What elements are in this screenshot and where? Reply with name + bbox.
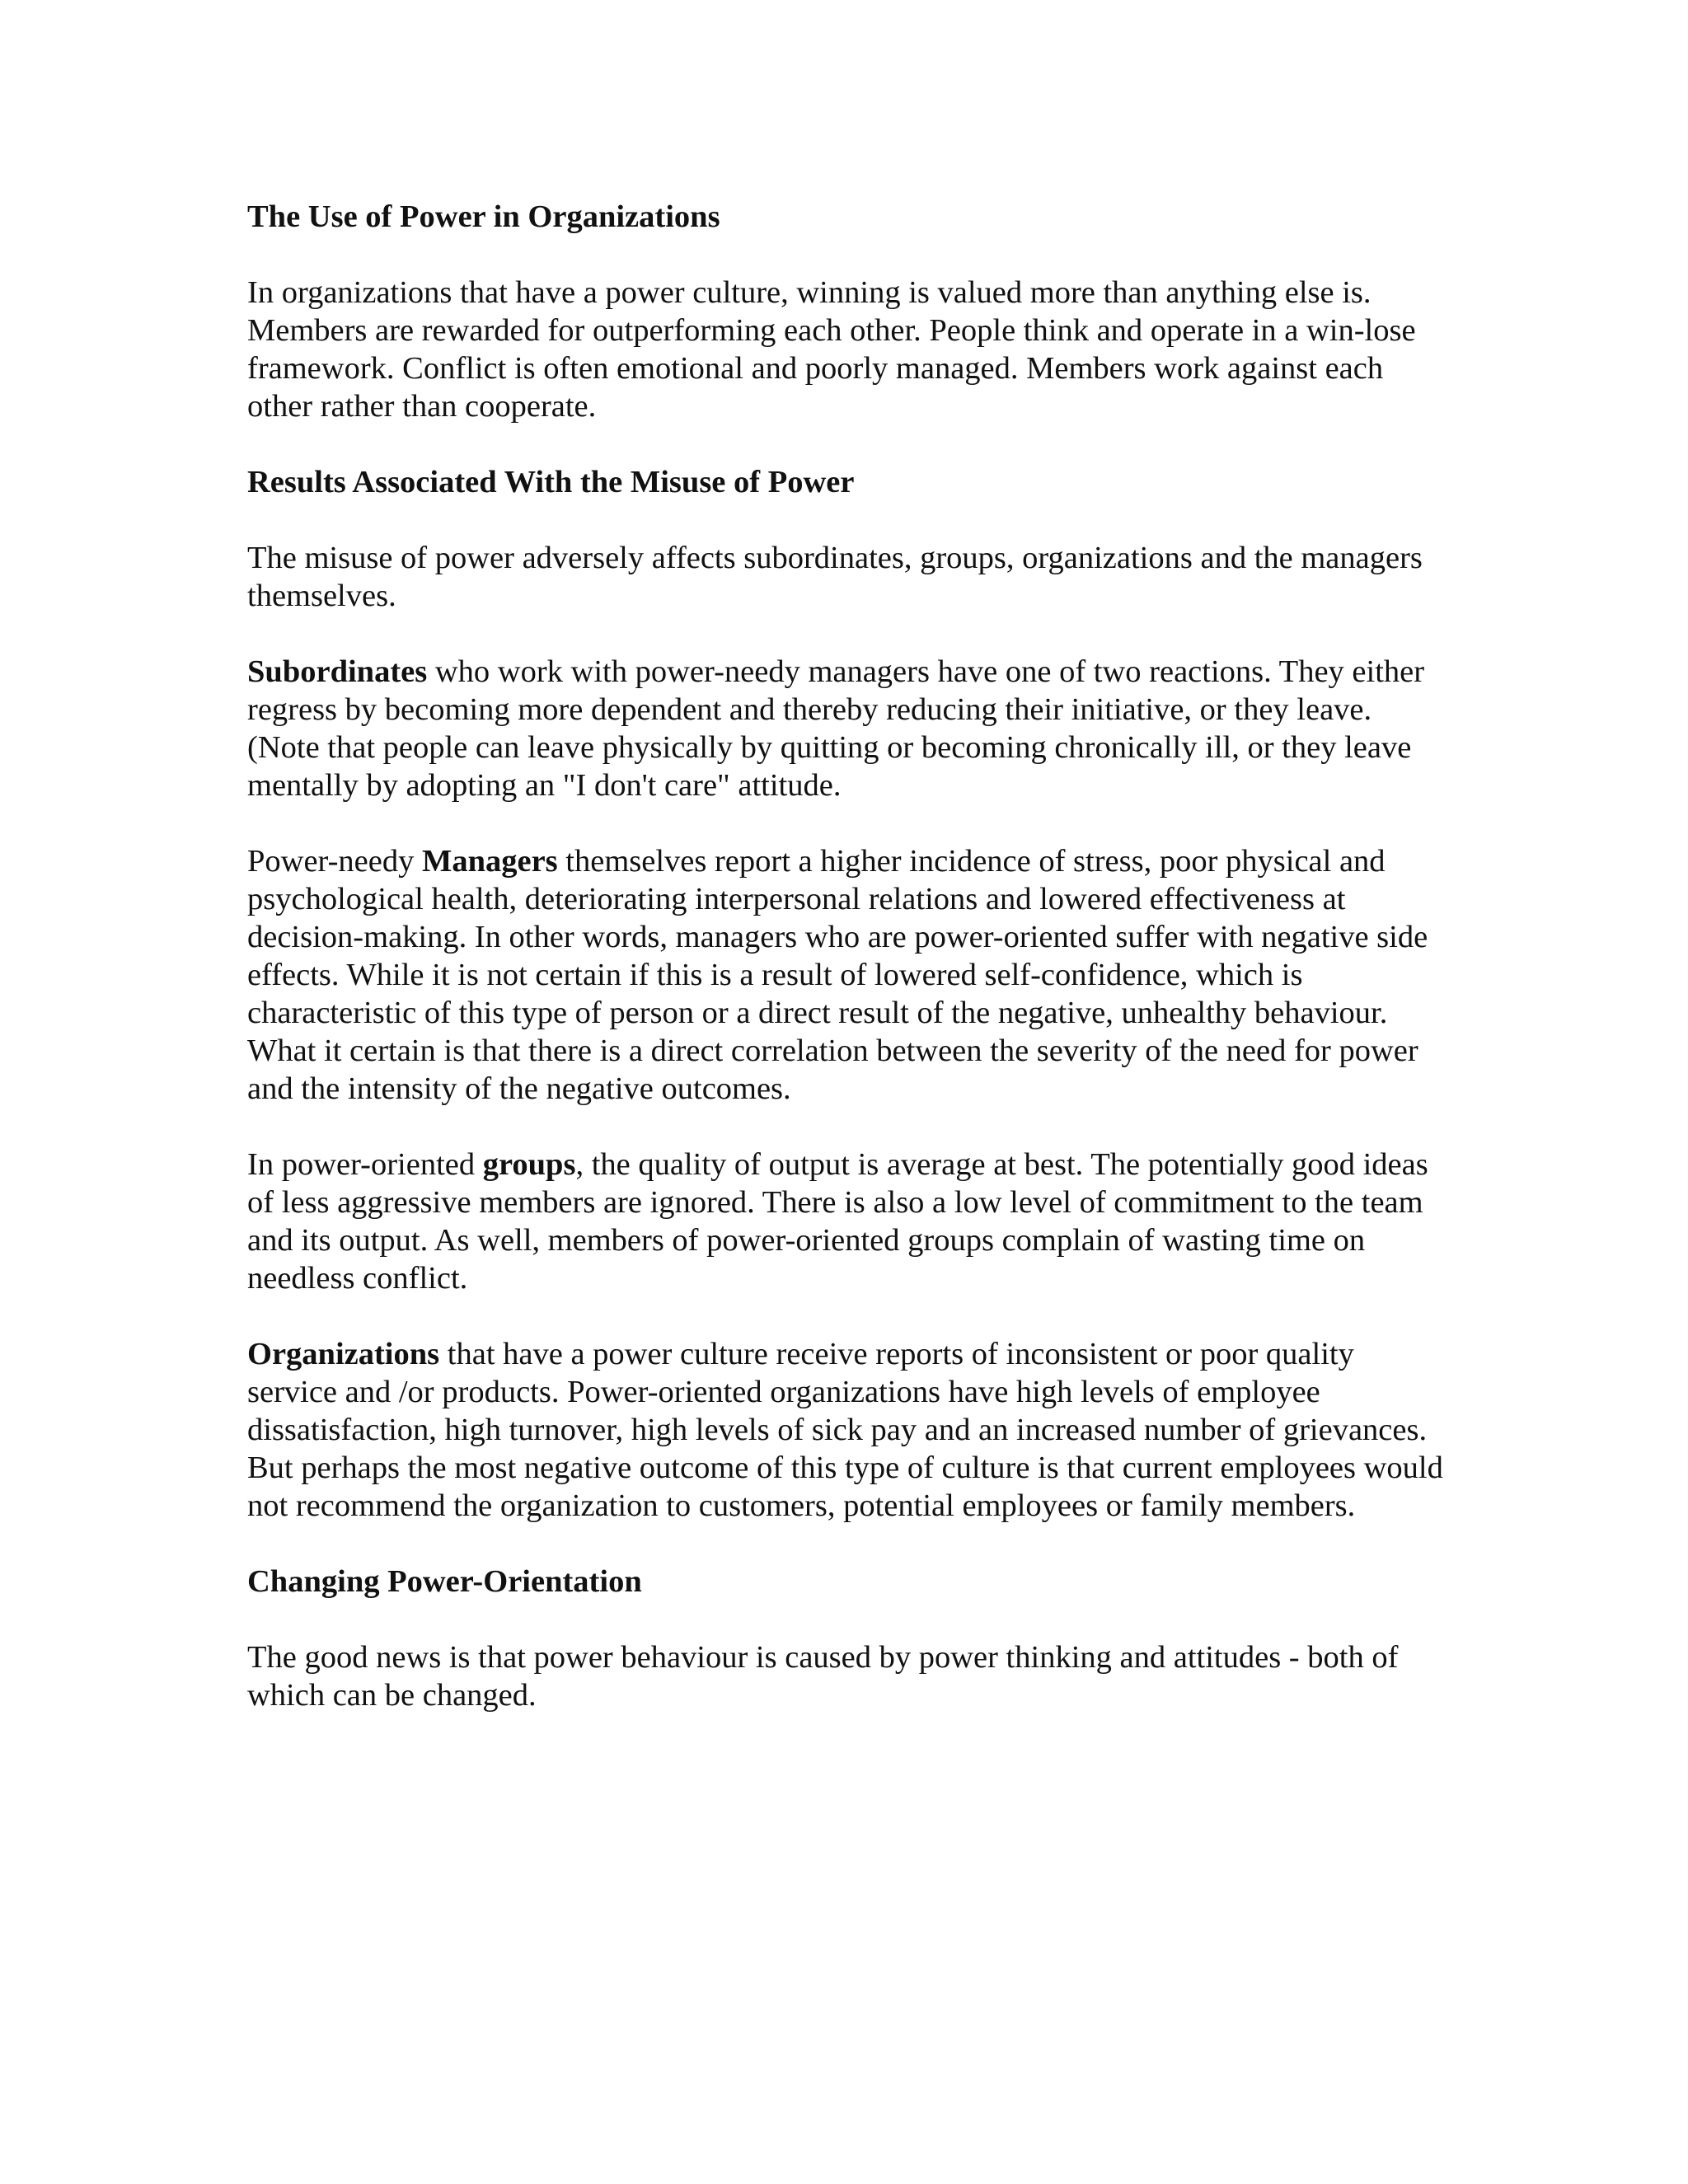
paragraph-power-culture: In organizations that have a power culture, winning is valued more than anything else is. Members are rewarded for outperforming each other. People think and operate in a win-lose framework. Conflict is often emotional and poorly managed. Members work against each other rather than cooperate. — [247, 275, 1416, 424]
paragraph-managers — [247, 842, 1451, 1108]
term-organizations: Organizations — [247, 1337, 440, 1371]
paragraph-good-news: The good news is that power behaviour is caused by power thinking and attitudes - both of which can be changed. — [247, 1640, 1399, 1713]
paragraph-subordinates — [247, 653, 1451, 804]
term-managers: Managers — [421, 844, 558, 879]
paragraph-managers-text: themselves report a higher incidence of stress, poor physical and psychological health, deteriorating interpersonal relations and lowered effectiveness at decision-making. In other words, managers who are power-oriented suffer with negative side effects. While it is not certain if this is a result of lowered self-confidence, which is characteristic of this type of person or a direct result of the negative, unhealthy behaviour. What it certain is that there is a direct correlation between the severity of the need for power and the intensity of the negative outcomes. — [247, 844, 1428, 1106]
paragraph-groups-text: , the quality of output is average at best. The potentially good ideas of less aggressive members are ignored. There is also a low level of commitment to the team and its output. As well, members of power-oriented groups complain of wasting time on needless conflict. — [247, 1147, 1428, 1296]
section-heading-misuse-results: Results Associated With the Misuse of Power — [247, 465, 855, 499]
paragraph-organizations-text: that have a power culture receive reports of inconsistent or poor quality service and /or products. Power-oriented organizations have high levels of employee dissatisfaction, high turnover, high levels of sick pay and an increased number of grievances. But perhaps the most negative outcome of this type of culture is that current employees would not recommend the organization to customers, potential employees or family members. — [247, 1337, 1443, 1523]
paragraph-groups-pre: In power-oriented — [247, 1147, 483, 1182]
paragraph-managers-pre: Power-needy — [247, 844, 422, 879]
paragraph-organizations — [247, 1335, 1451, 1525]
paragraph-misuse-effects: The misuse of power adversely affects subordinates, groups, organizations and the managers themselves. — [247, 541, 1423, 613]
section-heading-changing-orientation: Changing Power-Orientation — [247, 1564, 642, 1599]
paragraph-groups — [247, 1146, 1451, 1297]
document-body — [247, 198, 1451, 1752]
section-heading-use-of-power: The Use of Power in Organizations — [247, 199, 720, 234]
term-subordinates: Subordinates — [247, 654, 428, 689]
paragraph-subordinates-text: who work with power-needy managers have one of two reactions. They either regress by becoming more dependent and thereby reducing their initiative, or they leave. (Note that people can leave physically by quitting or becoming chronically ill, or they leave mentally by adopting an "I don't care" attitude. — [247, 654, 1425, 803]
term-groups: groups — [482, 1147, 576, 1182]
